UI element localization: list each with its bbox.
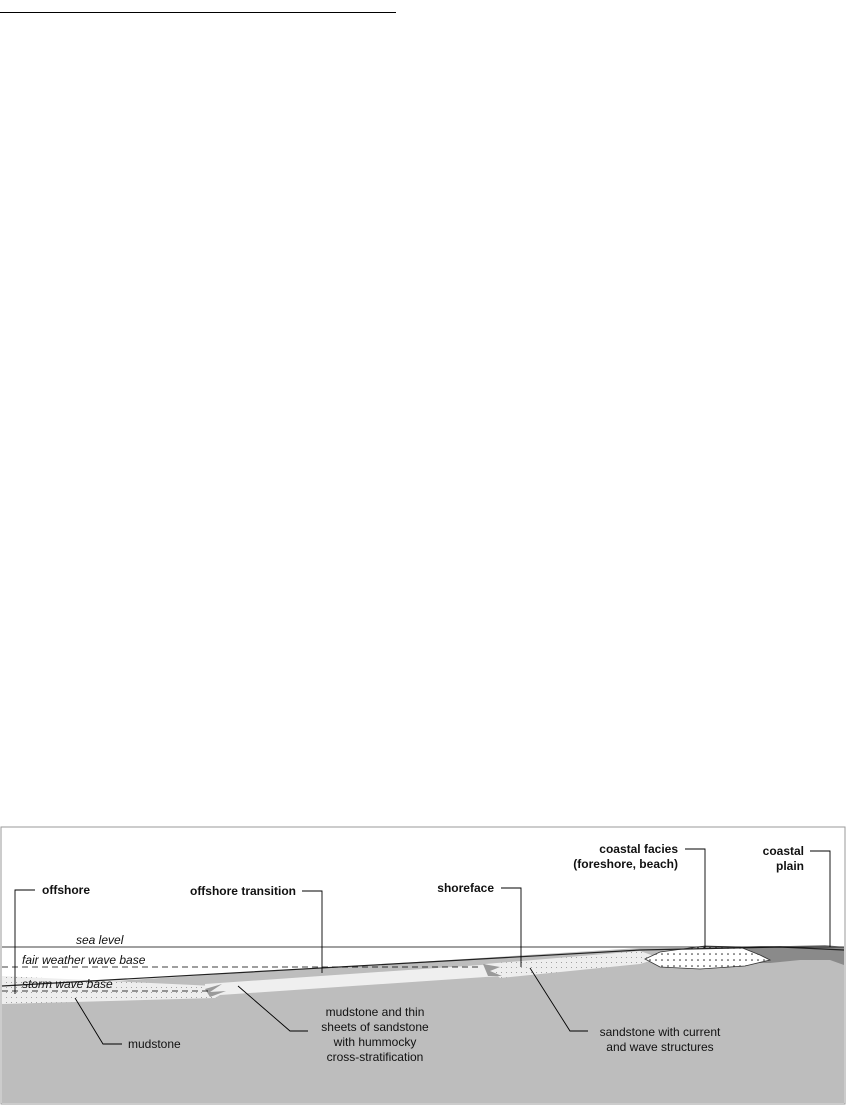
top-rule bbox=[0, 12, 396, 13]
zone-coastal-plain-label-1: coastal bbox=[762, 844, 804, 858]
lithology-mudstone-label: mudstone bbox=[128, 1037, 181, 1051]
depositional-profile-diagram bbox=[0, 826, 846, 1105]
sea-level-label: sea level bbox=[76, 933, 124, 947]
storm-wave-base-label: storm wave base bbox=[22, 977, 113, 991]
depositional-profile-figure bbox=[0, 826, 846, 1105]
zone-coastal-plain-label-2: plain bbox=[775, 859, 804, 873]
lithology-mudstone-sandstone-label-3: with hummocky bbox=[333, 1035, 417, 1049]
lithology-mudstone-sandstone-label-4: cross-stratification bbox=[326, 1050, 424, 1064]
lithology-sandstone-label-2: and wave structures bbox=[606, 1040, 714, 1054]
zone-coastal-facies-label-2: (foreshore, beach) bbox=[573, 857, 678, 871]
zone-coastal-facies-label-1: coastal facies bbox=[599, 842, 678, 856]
zone-offshore-label: offshore bbox=[42, 883, 90, 897]
lithology-mudstone-sandstone-label-1: mudstone and thin bbox=[325, 1005, 425, 1019]
lithology-mudstone-sandstone-label-2: sheets of sandstone bbox=[321, 1020, 429, 1034]
zone-offshore-transition-label: offshore transition bbox=[189, 884, 296, 898]
fair-weather-wave-base-label: fair weather wave base bbox=[22, 953, 146, 967]
lithology-sandstone-label-1: sandstone with current bbox=[599, 1025, 721, 1039]
zone-shoreface-label: shoreface bbox=[437, 881, 494, 895]
